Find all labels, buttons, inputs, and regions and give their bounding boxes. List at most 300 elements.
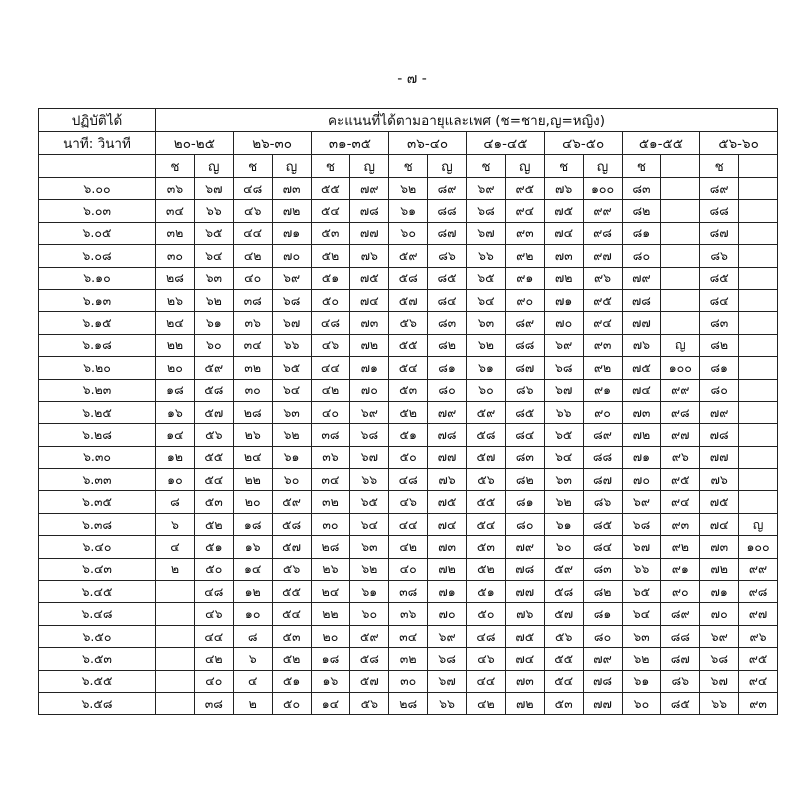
score-cell: ๖๕ xyxy=(544,424,583,446)
score-cell: ๒๘ xyxy=(233,401,272,423)
score-cell: ๒๖ xyxy=(156,289,195,311)
score-cell: ๑๔ xyxy=(156,424,195,446)
score-cell: ๑๖ xyxy=(233,536,272,558)
score-cell: ๙๓ xyxy=(739,692,778,714)
score-cell xyxy=(739,267,778,289)
score-cell: ๕๑ xyxy=(389,424,428,446)
score-cell: ๕๓ xyxy=(272,625,311,647)
score-cell: ๙๑ xyxy=(505,267,544,289)
score-cell: ๔ xyxy=(233,670,272,692)
score-cell: ๗๙ xyxy=(350,178,389,200)
score-cell: ๖๒ xyxy=(467,334,506,356)
score-cell: ๕๔ xyxy=(544,670,583,692)
score-cell: ๖๘ xyxy=(622,513,661,535)
score-cell: ๕๒ xyxy=(194,513,233,535)
score-cell: ๕๗ xyxy=(389,289,428,311)
score-cell: ๙๘ xyxy=(661,401,700,423)
score-cell xyxy=(739,178,778,200)
age-group-header: ๕๑-๕๕ xyxy=(622,132,700,155)
table-row xyxy=(39,267,778,289)
score-cell: ๖๓ xyxy=(622,625,661,647)
score-cell: ๗๙ xyxy=(428,401,467,423)
score-cell: ๙๔ xyxy=(739,670,778,692)
time-cell: ๖.๔๘ xyxy=(39,603,156,625)
score-cell: ๗๘ xyxy=(622,289,661,311)
score-cell: ๗๔ xyxy=(428,513,467,535)
score-cell: ๗๘ xyxy=(505,558,544,580)
score-cell: ๕๕ xyxy=(311,178,350,200)
score-cell: ๗๒ xyxy=(700,558,739,580)
score-cell: ๑๒ xyxy=(233,581,272,603)
score-cell: ๖ xyxy=(156,513,195,535)
score-cell xyxy=(156,670,195,692)
score-cell: ๘๒ xyxy=(428,334,467,356)
score-cell: ๖ xyxy=(233,648,272,670)
score-cell: ๖๗ xyxy=(272,312,311,334)
score-cell: ๖๖ xyxy=(428,692,467,714)
score-cell: ๔๔ xyxy=(467,670,506,692)
page-number: - ๗ - xyxy=(397,71,427,87)
score-cell: ๒ xyxy=(156,558,195,580)
score-cell: ๗๓ xyxy=(350,312,389,334)
score-cell: ๕๔ xyxy=(194,469,233,491)
sex-header xyxy=(739,155,778,178)
score-cell: ๔๐ xyxy=(194,670,233,692)
score-cell: ๙๕ xyxy=(739,648,778,670)
score-cell xyxy=(739,289,778,311)
score-cell: ๘๕ xyxy=(583,513,622,535)
score-cell: ๔๘ xyxy=(233,178,272,200)
age-group-header: ๓๑-๓๕ xyxy=(311,132,389,155)
score-cell: ๘๖ xyxy=(661,670,700,692)
score-cell: ๖๐ xyxy=(544,536,583,558)
score-cell: ๓๘ xyxy=(233,289,272,311)
age-group-header: ๔๑-๔๕ xyxy=(467,132,545,155)
score-cell: ๘๖ xyxy=(505,379,544,401)
score-cell: ๖๘ xyxy=(467,200,506,222)
score-cell: ๘๕ xyxy=(428,267,467,289)
score-cell: ๙๑ xyxy=(583,379,622,401)
score-cell xyxy=(739,446,778,468)
score-cell xyxy=(156,581,195,603)
score-cell: ๙๓ xyxy=(505,222,544,244)
score-cell: ๗๕ xyxy=(505,625,544,647)
score-cell: ๖๔ xyxy=(194,245,233,267)
score-cell: ๙๙ xyxy=(583,200,622,222)
table-row xyxy=(39,312,778,334)
score-cell: ๙๔ xyxy=(661,491,700,513)
score-cell: ๓๘ xyxy=(194,692,233,714)
score-cell xyxy=(661,222,700,244)
table-row xyxy=(39,200,778,222)
score-cell: ๔๘ xyxy=(311,312,350,334)
score-cell: ๔๐ xyxy=(389,558,428,580)
score-cell: ๓๐ xyxy=(156,245,195,267)
score-cell: ๕๖ xyxy=(467,469,506,491)
score-cell: ๖๑ xyxy=(622,670,661,692)
score-cell xyxy=(739,379,778,401)
time-cell: ๖.๑๕ xyxy=(39,312,156,334)
score-cell: ๑๖ xyxy=(311,670,350,692)
score-cell: ๖๔ xyxy=(544,446,583,468)
score-cell: ๗๗ xyxy=(700,446,739,468)
score-cell: ๗๔ xyxy=(505,648,544,670)
score-cell: ๖๙ xyxy=(700,625,739,647)
score-cell: ๘๐ xyxy=(700,379,739,401)
score-cell: ๕๗ xyxy=(272,536,311,558)
score-cell: ๔๒ xyxy=(389,536,428,558)
sex-header: ช xyxy=(700,155,739,178)
score-cell: ๗๔ xyxy=(700,513,739,535)
score-cell: ๖๒ xyxy=(622,648,661,670)
score-cell: ๘๙ xyxy=(700,178,739,200)
score-cell: ๓๒ xyxy=(389,648,428,670)
score-cell: ๘๐ xyxy=(583,625,622,647)
time-cell: ๖.๓๓ xyxy=(39,469,156,491)
score-cell: ๗๕ xyxy=(544,200,583,222)
score-cell: ๔๒ xyxy=(233,245,272,267)
score-cell: ๙๗ xyxy=(739,603,778,625)
sex-header: ช xyxy=(389,155,428,178)
score-cell: ๖๑ xyxy=(544,513,583,535)
score-cell: ๒๖ xyxy=(311,558,350,580)
age-group-header: ๓๖-๔๐ xyxy=(389,132,467,155)
score-cell: ๙๗ xyxy=(661,424,700,446)
score-cell: ๘๐ xyxy=(505,513,544,535)
score-cell: ๖๘ xyxy=(544,357,583,379)
score-cell: ๗๘ xyxy=(428,424,467,446)
score-cell: ๙๙ xyxy=(739,558,778,580)
score-cell: ๗๒ xyxy=(350,334,389,356)
score-cell: ๕๙ xyxy=(350,625,389,647)
score-cell: ๕๗ xyxy=(194,401,233,423)
score-cell: ๖๐ xyxy=(350,603,389,625)
score-cell: ญ xyxy=(739,513,778,535)
score-cell: ๘๖ xyxy=(583,491,622,513)
sex-header: ช xyxy=(311,155,350,178)
score-cell: ๔๖ xyxy=(467,648,506,670)
score-cell: ๘๖ xyxy=(428,245,467,267)
score-cell: ๗๖ xyxy=(505,603,544,625)
score-cell: ๖๑ xyxy=(194,312,233,334)
score-cell: ๕๖ xyxy=(350,692,389,714)
score-cell: ๕๐ xyxy=(194,558,233,580)
table-row xyxy=(39,491,778,513)
score-cell: ๗๓ xyxy=(428,536,467,558)
score-cell: ๗๐ xyxy=(700,603,739,625)
score-cell: ๕๗ xyxy=(467,446,506,468)
score-cell xyxy=(739,401,778,423)
score-cell: ๘๔ xyxy=(505,424,544,446)
table-row xyxy=(39,334,778,356)
score-cell: ๖๖ xyxy=(622,558,661,580)
score-cell: ๓๐ xyxy=(389,670,428,692)
table-row xyxy=(39,178,778,200)
score-cell: ๗๗ xyxy=(505,581,544,603)
score-cell: ๗๒ xyxy=(622,424,661,446)
score-cell: ๕๖ xyxy=(272,558,311,580)
score-cell xyxy=(661,312,700,334)
score-cell: ๕๙ xyxy=(272,491,311,513)
score-cell: ๘๗ xyxy=(661,648,700,670)
score-cell: ๔๒ xyxy=(311,379,350,401)
score-cell: ๓๐ xyxy=(233,379,272,401)
score-cell: ๖๘ xyxy=(700,648,739,670)
score-cell: ๙๘ xyxy=(583,222,622,244)
sex-header: ช xyxy=(622,155,661,178)
score-cell: ๗๖ xyxy=(700,469,739,491)
score-cell: ๗๙ xyxy=(700,401,739,423)
score-cell: ๖๗ xyxy=(700,670,739,692)
score-cell: ๖๖ xyxy=(272,334,311,356)
score-cell: ๖๓ xyxy=(272,401,311,423)
score-cell: ๕๙ xyxy=(467,401,506,423)
time-cell: ๖.๑๓ xyxy=(39,289,156,311)
score-cell: ๘๔ xyxy=(583,536,622,558)
score-cell: ๗๓ xyxy=(700,536,739,558)
score-cell: ๕๘ xyxy=(544,581,583,603)
score-cell: ๔ xyxy=(156,536,195,558)
score-cell: ๓๒ xyxy=(311,491,350,513)
score-cell: ๗๓ xyxy=(544,245,583,267)
score-cell: ๔๘ xyxy=(389,469,428,491)
table-row xyxy=(39,469,778,491)
score-cell: ๔๒ xyxy=(194,648,233,670)
score-cell: ๒๒ xyxy=(311,603,350,625)
score-cell: ๒๒ xyxy=(156,334,195,356)
score-cell: ๘๗ xyxy=(583,469,622,491)
score-cell: ญ xyxy=(661,334,700,356)
score-cell: ๗๑ xyxy=(428,581,467,603)
score-cell: ๖๗ xyxy=(544,379,583,401)
score-cell: ๑๔ xyxy=(233,558,272,580)
score-cell: ๕๙ xyxy=(194,357,233,379)
score-cell: ๗๙ xyxy=(505,536,544,558)
score-cell: ๙๐ xyxy=(661,581,700,603)
score-cell: ๖๓ xyxy=(350,536,389,558)
score-cell: ๗๗ xyxy=(428,446,467,468)
score-cell: ๖๔ xyxy=(622,603,661,625)
score-cell: ๗๑ xyxy=(622,446,661,468)
score-cell: ๘๑ xyxy=(622,222,661,244)
score-cell: ๘๙ xyxy=(661,603,700,625)
score-cell: ๕๔ xyxy=(467,513,506,535)
score-cell: ๕๓ xyxy=(311,222,350,244)
score-cell: ๖๕ xyxy=(350,491,389,513)
time-cell: ๖.๓๘ xyxy=(39,513,156,535)
score-cell: ๕๘ xyxy=(272,513,311,535)
time-cell: ๖.๕๘ xyxy=(39,692,156,714)
sex-header: ช xyxy=(467,155,506,178)
score-cell: ๘๔ xyxy=(700,289,739,311)
score-cell: ๖๒ xyxy=(544,491,583,513)
score-cell: ๕๒ xyxy=(389,401,428,423)
score-cell: ๖๘ xyxy=(428,648,467,670)
score-cell: ๒๔ xyxy=(233,446,272,468)
score-cell: ๘๓ xyxy=(505,446,544,468)
score-cell: ๘๓ xyxy=(583,558,622,580)
table-row xyxy=(39,603,778,625)
score-cell xyxy=(739,424,778,446)
time-cell: ๖.๑๐ xyxy=(39,267,156,289)
time-cell: ๖.๐๐ xyxy=(39,178,156,200)
score-cell: ๖๗ xyxy=(194,178,233,200)
score-cell: ๖๖ xyxy=(194,200,233,222)
score-cell: ๗๐ xyxy=(428,603,467,625)
score-cell xyxy=(739,491,778,513)
score-cell: ๘ xyxy=(156,491,195,513)
sex-header-blank xyxy=(39,155,156,178)
score-cell: ๗๐ xyxy=(622,469,661,491)
score-cell xyxy=(739,312,778,334)
table-row xyxy=(39,222,778,244)
score-cell: ๖๖ xyxy=(350,469,389,491)
age-group-header: ๒๖-๓๐ xyxy=(233,132,311,155)
score-cell: ๗๖ xyxy=(428,469,467,491)
sex-header: ช xyxy=(233,155,272,178)
score-cell: ๔๖ xyxy=(233,200,272,222)
score-cell: ๗๙ xyxy=(622,267,661,289)
score-cell: ๖๖ xyxy=(700,692,739,714)
score-cell: ๗๒ xyxy=(505,692,544,714)
score-cell: ๕๕ xyxy=(389,334,428,356)
score-cell: ๖๐ xyxy=(467,379,506,401)
age-group-header: ๕๖-๖๐ xyxy=(700,132,778,155)
score-cell: ๕๔ xyxy=(272,603,311,625)
score-cell: ๘๑ xyxy=(505,491,544,513)
table-row xyxy=(39,536,778,558)
score-cell: ๙๒ xyxy=(583,357,622,379)
score-cell: ๗๕ xyxy=(700,491,739,513)
score-cell: ๗๘ xyxy=(350,200,389,222)
score-cell: ๗๖ xyxy=(544,178,583,200)
score-cell: ๕๒ xyxy=(272,648,311,670)
score-cell: ๓๖ xyxy=(389,603,428,625)
time-cell: ๖.๐๓ xyxy=(39,200,156,222)
score-cell: ๖๔ xyxy=(350,513,389,535)
corner-header-bottom: นาที: วินาที xyxy=(39,132,156,155)
score-cell: ๖๐ xyxy=(622,692,661,714)
score-cell: ๒๔ xyxy=(156,312,195,334)
score-cell: ๕๑ xyxy=(311,267,350,289)
score-cell: ๘๗ xyxy=(428,222,467,244)
time-cell: ๖.๔๕ xyxy=(39,581,156,603)
score-cell: ๑๐๐ xyxy=(661,357,700,379)
score-cell: ๑๔ xyxy=(311,692,350,714)
time-cell: ๖.๕๓ xyxy=(39,648,156,670)
table-row xyxy=(39,401,778,423)
score-cell: ๒๘ xyxy=(311,536,350,558)
score-cell: ๙๕ xyxy=(505,178,544,200)
score-cell: ๘๙ xyxy=(428,178,467,200)
score-cell: ๘๐ xyxy=(622,245,661,267)
score-cell xyxy=(661,178,700,200)
time-cell: ๖.๐๘ xyxy=(39,245,156,267)
score-cell: ๗๒ xyxy=(428,558,467,580)
score-cell: ๖๕ xyxy=(467,267,506,289)
score-cell: ๗๕ xyxy=(622,357,661,379)
score-cell: ๕๐ xyxy=(467,603,506,625)
score-cell xyxy=(156,692,195,714)
score-cell: ๒๒ xyxy=(233,469,272,491)
age-group-header: ๔๖-๕๐ xyxy=(544,132,622,155)
time-cell: ๖.๒๓ xyxy=(39,379,156,401)
score-cell: ๗๗ xyxy=(583,692,622,714)
score-cell: ๗๘ xyxy=(583,670,622,692)
sex-header: ญ xyxy=(350,155,389,178)
score-cell: ๕๙ xyxy=(544,558,583,580)
sex-header: ช xyxy=(544,155,583,178)
score-cell: ๗๑ xyxy=(544,289,583,311)
score-cell: ๕๘ xyxy=(389,267,428,289)
score-cell: ๖๐ xyxy=(194,334,233,356)
table-row xyxy=(39,625,778,647)
score-cell: ๓๔ xyxy=(389,625,428,647)
score-cell: ๖๔ xyxy=(467,289,506,311)
table-row xyxy=(39,289,778,311)
score-cell xyxy=(661,267,700,289)
score-cell: ๗๒ xyxy=(272,200,311,222)
score-cell: ๙๐ xyxy=(583,401,622,423)
score-cell: ๕๒ xyxy=(467,558,506,580)
score-cell: ๙๕ xyxy=(583,289,622,311)
score-cell: ๙๖ xyxy=(583,267,622,289)
score-cell: ๙๑ xyxy=(661,558,700,580)
time-cell: ๖.๔๐ xyxy=(39,536,156,558)
score-cell: ๕๑ xyxy=(467,581,506,603)
score-cell: ๗๐ xyxy=(544,312,583,334)
time-cell: ๖.๐๕ xyxy=(39,222,156,244)
score-cell: ๘๙ xyxy=(583,424,622,446)
score-cell xyxy=(739,200,778,222)
score-cell: ๖๗ xyxy=(350,446,389,468)
score-cell: ๘๖ xyxy=(700,245,739,267)
score-cell: ๑๘ xyxy=(233,513,272,535)
score-cell: ๙๓ xyxy=(661,513,700,535)
score-cell: ๘๑ xyxy=(700,357,739,379)
score-cell: ๘๘ xyxy=(505,334,544,356)
table-title: คะแนนที่ได้ตามอายุและเพศ (ช=ชาย,ญ=หญิง) xyxy=(156,109,778,132)
score-cell: ๕๑ xyxy=(272,670,311,692)
time-cell: ๖.๓๐ xyxy=(39,446,156,468)
score-cell: ๖๙ xyxy=(272,267,311,289)
sex-header: ช xyxy=(156,155,195,178)
score-cell: ๕๕ xyxy=(272,581,311,603)
score-cell: ๕๓ xyxy=(389,379,428,401)
score-cell: ๑๘ xyxy=(311,648,350,670)
table-row xyxy=(39,357,778,379)
table-row xyxy=(39,424,778,446)
score-cell: ๘๕ xyxy=(661,692,700,714)
score-cell: ๕๕ xyxy=(544,648,583,670)
score-cell: ๖๙ xyxy=(467,178,506,200)
score-cell: ๕๗ xyxy=(544,603,583,625)
table-row xyxy=(39,581,778,603)
score-cell: ๗๓ xyxy=(272,178,311,200)
table-row xyxy=(39,513,778,535)
table-row xyxy=(39,648,778,670)
time-cell: ๖.๒๐ xyxy=(39,357,156,379)
score-cell: ๙๓ xyxy=(583,334,622,356)
score-cell: ๖๕ xyxy=(194,222,233,244)
score-cell: ๘๒ xyxy=(505,469,544,491)
score-cell: ๘๘ xyxy=(428,200,467,222)
score-cell: ๔๘ xyxy=(194,581,233,603)
time-cell: ๖.๕๐ xyxy=(39,625,156,647)
sex-header: ญ xyxy=(505,155,544,178)
score-cell: ๘๙ xyxy=(505,312,544,334)
score-cell: ๖๑ xyxy=(467,357,506,379)
